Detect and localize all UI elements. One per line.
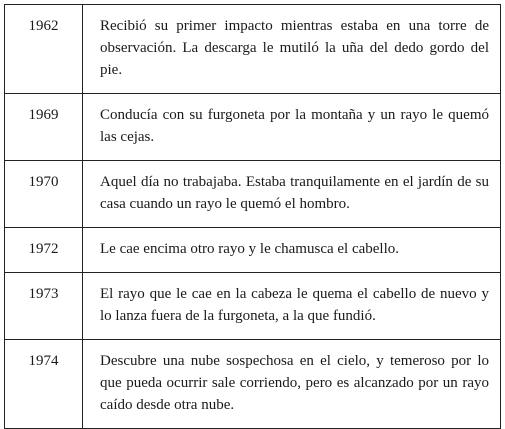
description-text: Descubre una nube sospechosa en el cielo, y temeroso por lo que pueda ocurrir sale corriendo, pero es alcanzado por un rayo caído desde otra nube. xyxy=(100,353,489,413)
year-text: 1972 xyxy=(28,241,59,257)
description-text: Recibió su primer impacto mientras estaba en una torre de observación. La descarga le mutiló la uña del dedo gordo del pie. xyxy=(100,18,489,78)
description-text: Conducía con su furgoneta por la montaña y un rayo le quemó las cejas. xyxy=(100,107,489,145)
year-text: 1969 xyxy=(28,107,59,123)
description-cell xyxy=(83,228,501,273)
table-row xyxy=(5,5,501,94)
description-text: El rayo que le cae en la cabeza le quema el cabello de nuevo y lo lanza fuera de la furgoneta, a la que fundió. xyxy=(100,286,489,324)
chronology-table xyxy=(4,4,501,429)
table-row xyxy=(5,273,501,340)
description-cell xyxy=(83,5,501,94)
year-cell xyxy=(5,273,83,340)
table-row xyxy=(5,228,501,273)
description-cell xyxy=(83,273,501,340)
year-cell xyxy=(5,161,83,228)
year-text: 1973 xyxy=(28,286,59,302)
year-cell xyxy=(5,5,83,94)
year-text: 1974 xyxy=(28,353,59,369)
year-text: 1970 xyxy=(28,174,59,190)
document-page xyxy=(4,4,501,429)
description-cell xyxy=(83,340,501,429)
description-cell xyxy=(83,161,501,228)
description-text: Le cae encima otro rayo y le chamusca el cabello. xyxy=(100,241,400,257)
table-row xyxy=(5,340,501,429)
table-row xyxy=(5,94,501,161)
description-cell xyxy=(83,94,501,161)
description-text: Aquel día no trabajaba. Estaba tranquilamente en el jardín de su casa cuando un rayo le quemó el hombro. xyxy=(100,174,489,212)
year-cell xyxy=(5,228,83,273)
table-row xyxy=(5,161,501,228)
year-cell xyxy=(5,94,83,161)
year-text: 1962 xyxy=(28,18,59,34)
year-cell xyxy=(5,340,83,429)
